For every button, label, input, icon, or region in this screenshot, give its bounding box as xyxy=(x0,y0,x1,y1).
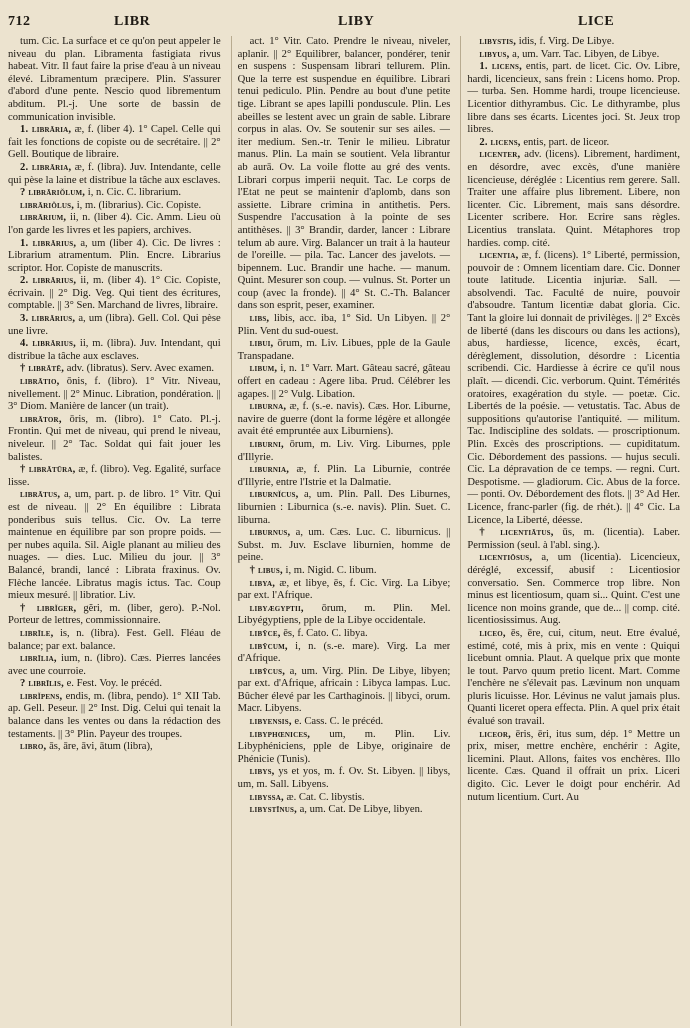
entry-headword: libya, xyxy=(249,577,276,589)
entry-definition: a, um. Cæs. Luc. C. liburnicus. || Subst. m. Juv. Esclave liburnien, homme de peine. xyxy=(237,527,451,564)
entry-definition: æ, f. (s.-e. navis). Cæs. Hor. Liburne, navire de guerre (dont la forme légère et allongée avait été empruntée aux Liburniens). xyxy=(237,401,451,438)
entry-definition: e. Cass. C. le précéd. xyxy=(294,716,384,728)
entry-headword: libystīnus, xyxy=(249,804,297,816)
entry-definition: e. Fest. Voy. le précéd. xyxy=(66,678,162,690)
entry-definition: i, n. (s.-e. mare). Virg. La mer d'Afrique. xyxy=(237,640,451,665)
dictionary-entry xyxy=(467,36,680,49)
dictionary-entry xyxy=(8,414,221,464)
dictionary-entry xyxy=(467,61,680,137)
entry-definition: ās, āre, āvi, ātum (libra), xyxy=(49,741,153,753)
entry-definition: um, m. Plin. Liv. Libyphéniciens, pple de Libye, originaire de Phénicie (Tunis). xyxy=(237,728,451,765)
entry-definition: ii, n. (liber 4). Cic. Amm. Lieu où l'on garde les livres et les papiers, archives. xyxy=(8,212,221,236)
dictionary-entry xyxy=(238,464,451,489)
running-header xyxy=(8,8,680,30)
dictionary-entry xyxy=(238,565,451,578)
entry-headword: 4. librārius, xyxy=(20,338,76,350)
entry-definition: i, m. Nigid. C. libum. xyxy=(285,564,377,576)
entry-headword: licenter, xyxy=(479,149,521,161)
entry-definition: a, um, part. p. de libro. 1° Vitr. Qui est de niveau. || 2° En équilibre : Librata ponderibus suis tellus. Cic. Ov. La terre maintenue en équilibre par son propre poids. — per nubes aquila. Sil. Aigle planant au milieu des nuages. — dies. Luc. Milieu du jour. || 3° Balancé, brandi, lancé : Librata fraxinus. Ov. Flèche lancée. Libratus magis ictus. Tac. Coup mieux mesuré. || libratior. Liv. xyxy=(8,489,221,602)
entry-definition: i, n. 1° Varr. Mart. Gâteau sacré, gâteau offert en cadeau : Agere liba. Prud. Célébrer les agapes. || 2° Vulg. Libation. xyxy=(237,363,451,400)
dictionary-entry xyxy=(8,200,221,213)
entry-continuation xyxy=(8,36,221,124)
dictionary-entry xyxy=(467,552,680,628)
entry-headword: liburnia, xyxy=(249,464,290,476)
entry-headword: liceo, xyxy=(479,627,506,639)
dictionary-entry xyxy=(238,804,451,817)
dictionary-entry xyxy=(238,363,451,401)
dictionary-entry xyxy=(238,628,451,641)
dictionary-entry xyxy=(8,162,221,187)
text-columns xyxy=(8,36,680,1026)
dictionary-entry xyxy=(238,716,451,729)
entry-headword: † libus, xyxy=(249,564,283,576)
entry-headword: liceor, xyxy=(479,728,512,740)
entry-headword: 3. librārius, xyxy=(20,313,76,325)
entry-definition: i, n. Cic. C. librarium. xyxy=(87,187,182,199)
entry-headword: liburnĭcus, xyxy=(249,489,299,501)
dictionary-entry xyxy=(8,124,221,162)
entry-definition: act. 1° Vitr. Cato. Prendre le niveau, niveler, aplanir. || 2° Equilibrer, balancer, pondérer, tenir en suspens : Suspensam librari tellurem. Plin. Que la terre est suspendue en équilibre. Librari tenui pediculo. Plin. Pendre au bout d'une petite tige. Librant se apes lapilli ponduscule. Plin. Les abeilles se lestent avec un grain de sable. Librare corpus in alas. Ov. Se soutenir sur ses ailes. — iter medium. Sen.-tr. Tenir le milieu. Libratur manus. Plin. La main se soutient. Vela librantur ab aurā. Ov. La voile flotte au gré des vents. Librari corpus imperii nequit. Tac. Le corps de l'Etat ne peut se maintenir d'aplomb, dans son assiette. Librare crimina in antithetis. Pers. Suspendre l'accusation à la pointe de ses antithèses. || 3° Brandir, darder, lancer : Librare telum ab aure. Virg. Balancer un trait à la hauteur de l'oreille. — pila. Tac. Lancer des javelots. — bipennem. Luc. Brandir une hache. — manum. Quint. Mesurer son coup. — vulnus. St. Porter un coup (avec la fronde). || 4° St. C.-Th. Balancer dans son esprit, peser, examiner. xyxy=(237,36,451,312)
entry-headword: libum, xyxy=(249,363,278,375)
entry-headword: libyensis, xyxy=(249,716,292,728)
entry-definition: tum. Cic. La surface et ce qu'on peut appeler le niveau du plan. Libramenta fastigiata rivus habeat. Vitr. Il faut faire la prise d'eau à un niveau élevé. Libramentum præcipere. Plin. S'assurer d'abord d'une pente. Nescio quod librementum abditum. Pl.-j. Une sorte de bassin de communication invisible. xyxy=(8,36,221,123)
entry-headword: librātus, xyxy=(20,489,61,501)
dictionary-entry xyxy=(238,792,451,805)
entry-headword: libyphœnices, xyxy=(249,728,311,740)
dictionary-entry xyxy=(8,363,221,376)
dictionary-entry xyxy=(8,464,221,489)
dictionary-entry xyxy=(467,149,680,250)
dictionary-entry xyxy=(238,338,451,363)
entry-headword: librātio, xyxy=(20,376,60,388)
entry-definition: ōnis, f. (libro). 1° Vitr. Niveau, nivellement. || 2° Minuc. Libration, pondération. || 3° Diom. Manière de lancer (un trait). xyxy=(8,376,221,413)
entry-definition: ōrum, m. Liv. Libues, pple de la Gaule Transpadane. xyxy=(237,338,451,362)
dictionary-entry xyxy=(238,527,451,565)
dictionary-entry xyxy=(238,401,451,439)
dictionary-entry xyxy=(8,313,221,338)
entry-headword: liburna, xyxy=(249,401,287,413)
column-left xyxy=(8,36,221,1026)
dictionary-entry xyxy=(467,527,680,552)
entry-definition: endis, m. (libra, pendo). 1° XII Tab. ap. Gell. Peseur. || 2° Inst. Dig. Celui qui tenait la balance dans les ventes ou dans la rédaction des testaments. || 3° Plin. Payeur des troupes. xyxy=(8,690,221,740)
entry-headword: libystis, xyxy=(479,36,517,47)
entry-headword: † licentiātus, xyxy=(479,527,554,539)
dictionary-entry xyxy=(8,187,221,200)
entry-headword: † librātūra, xyxy=(20,464,76,476)
entry-headword: licentia, xyxy=(479,250,519,262)
entry-headword: librīlia, xyxy=(20,653,57,665)
dictionary-entry xyxy=(238,439,451,464)
entry-definition: a, um. Virg. Plin. De Libye, libyen; par ext. d'Afrique, africain : Libyca lampas. Luc. Bûcher élevé par les Carthaginois. || libyci, orum. Macr. Libyens. xyxy=(237,665,451,715)
dictionary-entry xyxy=(238,313,451,338)
dictionary-entry xyxy=(8,653,221,678)
entry-headword: licentiōsus, xyxy=(479,552,533,564)
entry-definition: a, um. Plin. Pall. Des Liburnes, liburnien : Liburnica (s.-e. navis). Plin. Suet. C. liburna. xyxy=(237,489,451,526)
header-left-word: LIBR xyxy=(114,14,151,29)
dictionary-entry xyxy=(8,603,221,628)
entry-definition: entis, part. de liceor. xyxy=(523,136,610,148)
dictionary-entry xyxy=(467,137,680,150)
entry-definition: i, m. (librarius). Cic. Copiste. xyxy=(76,199,202,211)
entry-definition: æ, f. (licens). 1° Liberté, permission, pouvoir de : Omnem licentiam dare. Cic. Donner toute latitude. Licentia injuriæ. Sall. — absolvendi. Tac. Faculté de nuire, pouvoir d'absoudre. Tantum licentiæ dabat gloria. Cic. Tant la gloire lui donnait de privilèges. || 2° Excès de liberté (dans les discours ou dans les actions), abus, hardiesse, licence, excès, écart, dérèglement, dissolution, désordre : Licentia scribendi. Cic. Hardiesse à écrire ce qu'il nous plaît. — dicendi. Cic. verborum. Quint. Témérités oratoires, exagération du style. — poetæ. Cic. Libertés de la poésie. — vetustatis. Tac. Abus de suppositions qu'autorise l'antiquité. — militum. Tac. Indiscipline des soldats. — proscriptionum. Plin. Excès des proscriptions. — cupiditatum. Cic. Débordement des passions. — hujus seculi. Cic. La dépravation de ce temps. — regni. Curt. Despotisme. — gladiorum. Cic. Abus de la force. — ponti. Ov. Débordement des flots. || 3° Ad Her. Licence, franc-parler (fig. de rhét.). || 4° Cic. La Licence, la Liberté, déesse. xyxy=(467,250,680,526)
entry-definition: a, um. Varr. Tac. Libyen, de Libye. xyxy=(512,48,660,60)
entry-definition: a, um (licentia). Licencieux, déréglé, excessif, abusif : Licentiosior conversatio. Sen. Commerce trop libre. Non minus est licentiosum, quam si... Quint. C'est une licence non moins grande, que de... || comp. cité. licentiosissimus. Aug. xyxy=(467,552,680,627)
entry-definition: æ, f. (liber 4). 1° Capel. Celle qui fait les fonctions de copiste ou de secrétaire. || 2° Gell. Boutique de libraire. xyxy=(8,124,221,161)
dictionary-entry xyxy=(8,628,221,653)
entry-headword: 2. librārius, xyxy=(20,275,77,287)
dictionary-entry xyxy=(8,338,221,363)
entry-headword: 1. librārius, xyxy=(20,237,77,249)
dictionary-entry xyxy=(8,489,221,602)
entry-definition: æ, f. Plin. La Liburnie, contrée d'Illyrie, entre l'Istrie et la Dalmatie. xyxy=(237,464,451,488)
entry-definition: adv. (libratus). Serv. Avec examen. xyxy=(66,363,215,375)
entry-definition: ōrum, m. Liv. Virg. Liburnes, pple d'Illyrie. xyxy=(237,439,451,463)
dictionary-entry xyxy=(8,212,221,237)
entry-definition: ēris, ēri, itus sum, dép. 1° Mettre un prix, miser, mettre enchère, enchérir : Agite, licemini. Plaut. Allons, faites vos enchères. Illo licente. Cæs. Quand il offrait un prix. Liceri digito. Cic. Lever le doigt pour enchérir. Ad nutum licentium. Curt. Au xyxy=(467,728,680,803)
dictionary-entry xyxy=(8,376,221,414)
entry-headword: liburnus, xyxy=(249,527,291,539)
entry-definition: ii, m. (libra). Juv. Intendant, qui distribue la tâche aux esclaves. xyxy=(8,338,221,362)
entry-headword: librārium, xyxy=(20,212,67,224)
entry-definition: idis, f. Virg. De Libye. xyxy=(518,36,615,47)
entry-headword: † librĭger, xyxy=(20,602,77,614)
dictionary-entry xyxy=(8,741,221,754)
header-right-word: LICE xyxy=(578,14,615,29)
dictionary-entry xyxy=(467,250,680,527)
dictionary-entry xyxy=(238,578,451,603)
entry-definition: ōris, m. (libro). 1° Cato. Pl.-j. Frontin. Qui met de niveau, qui prend le niveau, niveleur. || 2° Tac. Soldat qui fait jouer les balistes. xyxy=(8,413,221,463)
entry-definition: ūs, m. (licentia). Laber. Permission (seul. à l'abl. sing.). xyxy=(467,527,680,551)
entry-headword: ? librāriŏlum, xyxy=(20,187,86,199)
dictionary-entry xyxy=(8,691,221,741)
entry-continuation xyxy=(238,36,451,313)
entry-headword: libyægyptii, xyxy=(249,602,304,614)
entry-definition: a, um (libra). Gell. Col. Qui pèse une livre. xyxy=(8,313,221,337)
entry-definition: ēs, ēre, cui, citum, neut. Etre évalué, estimé, coté, mis à prix, mis en vente : Quiqui licebunt omnia. Plaut. A quelque prix que monte le tout. Parvo quum pretio licent. Mart. Comme l'enchère ne s'élevait pas. Lævinum non unquam pluris licuisse. Hor. Lévinus ne valut jamais plus. Quanti liceret opera effecta. Plin. A quel prix était évalué son travail. xyxy=(467,627,680,728)
dictionary-entry xyxy=(238,729,451,767)
entry-headword: librĭpens, xyxy=(20,690,63,702)
entry-definition: entis, part. de licet. Cic. Ov. Libre, hardi, licencieux, sans frein : Licens homo. Prop. — turba. Sen. Homme hardi, troupe licencieuse. Licentior dithyrambus. Cic. Le dithyrambe, plus libre dans ses écarts. Licentes joci. St. Jeux trop libres. xyxy=(467,61,680,136)
entry-headword: libys, xyxy=(249,766,275,778)
dictionary-entry xyxy=(8,238,221,276)
entry-definition: libis, acc. iba, 1° Sid. Un Libyen. || 2° Plin. Vent du sud-ouest. xyxy=(237,313,451,337)
entry-definition: ys et yos, m. f. Ov. St. Libyen. || libys, um, m. Sall. Libyens. xyxy=(237,766,451,791)
entry-headword: † librātē, xyxy=(20,363,65,375)
dictionary-entry xyxy=(467,729,680,805)
entry-definition: a, um (liber 4). Cic. De livres : Librarium atramentum. Plin. Encre. Librarius scriptor. Hor. Copiste de manuscrits. xyxy=(8,237,221,274)
entry-definition: æ. Cat. C. libystis. xyxy=(286,791,365,803)
column-right xyxy=(460,36,680,1026)
entry-headword: 1. licens, xyxy=(479,61,522,73)
header-center-word: LIBY xyxy=(338,14,375,29)
entry-headword: 2. licens, xyxy=(479,136,521,148)
dictionary-entry xyxy=(238,489,451,527)
dictionary-entry xyxy=(238,666,451,716)
entry-headword: librāriŏlus, xyxy=(20,199,75,211)
entry-definition: ēs, f. Cato. C. libya. xyxy=(283,627,368,639)
entry-headword: librīle, xyxy=(20,627,54,639)
entry-headword: libui, xyxy=(249,338,274,350)
dictionary-entry xyxy=(238,641,451,666)
entry-definition: æ, f. (libro). Veg. Egalité, surface lisse. xyxy=(8,464,221,488)
dictionary-entry xyxy=(467,49,680,62)
entry-headword: liburni, xyxy=(249,439,284,450)
entry-definition: ium, n. (libro). Cæs. Pierres lancées avec une courroie. xyxy=(8,653,221,677)
entry-headword: libro, xyxy=(20,741,47,753)
dictionary-entry xyxy=(8,678,221,691)
entry-headword: libyssa, xyxy=(249,791,284,803)
entry-definition: a, um. Cat. De Libye, libyen. xyxy=(299,804,423,816)
entry-definition: æ, et libye, ēs, f. Cic. Virg. La Libye; par ext. l'Afrique. xyxy=(237,577,451,602)
dictionary-entry xyxy=(238,766,451,791)
entry-headword: libȳce, xyxy=(249,627,281,639)
entry-headword: 1. librāria, xyxy=(20,124,72,136)
dictionary-entry xyxy=(238,603,451,628)
entry-headword: ? librīlis, xyxy=(20,678,64,690)
entry-definition: ii, m. (liber 4). 1° Cic. Copiste, écrivain. || 2° Dig. Veg. Qui tient des écritures, comptable. || 3° Sen. Marchand de livres, libraire. xyxy=(8,275,221,312)
entry-definition: æ, f. (libra). Juv. Intendante, celle qui pèse la laine et distribue la tâche aux esclaves. xyxy=(8,161,221,186)
entry-headword: librātor, xyxy=(20,413,62,425)
dictionary-entry xyxy=(467,628,680,729)
entry-headword: libs, xyxy=(249,313,270,325)
entry-definition: ōrum, m. Plin. Mel. Libyégyptiens, pple de la Libye occidentale. xyxy=(237,602,451,627)
dictionary-entry xyxy=(8,275,221,313)
entry-headword: libyus, xyxy=(479,48,510,60)
entry-headword: 2. librāria, xyxy=(20,161,72,173)
entry-headword: libȳcus, xyxy=(249,665,286,677)
entry-headword: libȳcum, xyxy=(249,640,288,652)
entry-definition: gĕri, m. (liber, gero). P.-Nol. Porteur de lettres, commissionnaire. xyxy=(8,602,221,627)
column-middle xyxy=(231,36,451,1026)
page-number: 712 xyxy=(8,14,31,29)
entry-definition: is, n. (libra). Fest. Gell. Fléau de balance; par ext. balance. xyxy=(8,627,221,652)
entry-definition: adv. (licens). Librement, hardiment, en désordre, avec excès, d'une manière licencieuse, déréglée : Licentius rem gerere. Sall. Traiter une affaire plus librement. Libere, non licenter. Cic. Librement, mais sans désordre. Licenter scribere. Hor. Ecrire sans règles. Licentius translata. Quint. Métaphores trop hardies. comp. cité. xyxy=(467,149,680,249)
